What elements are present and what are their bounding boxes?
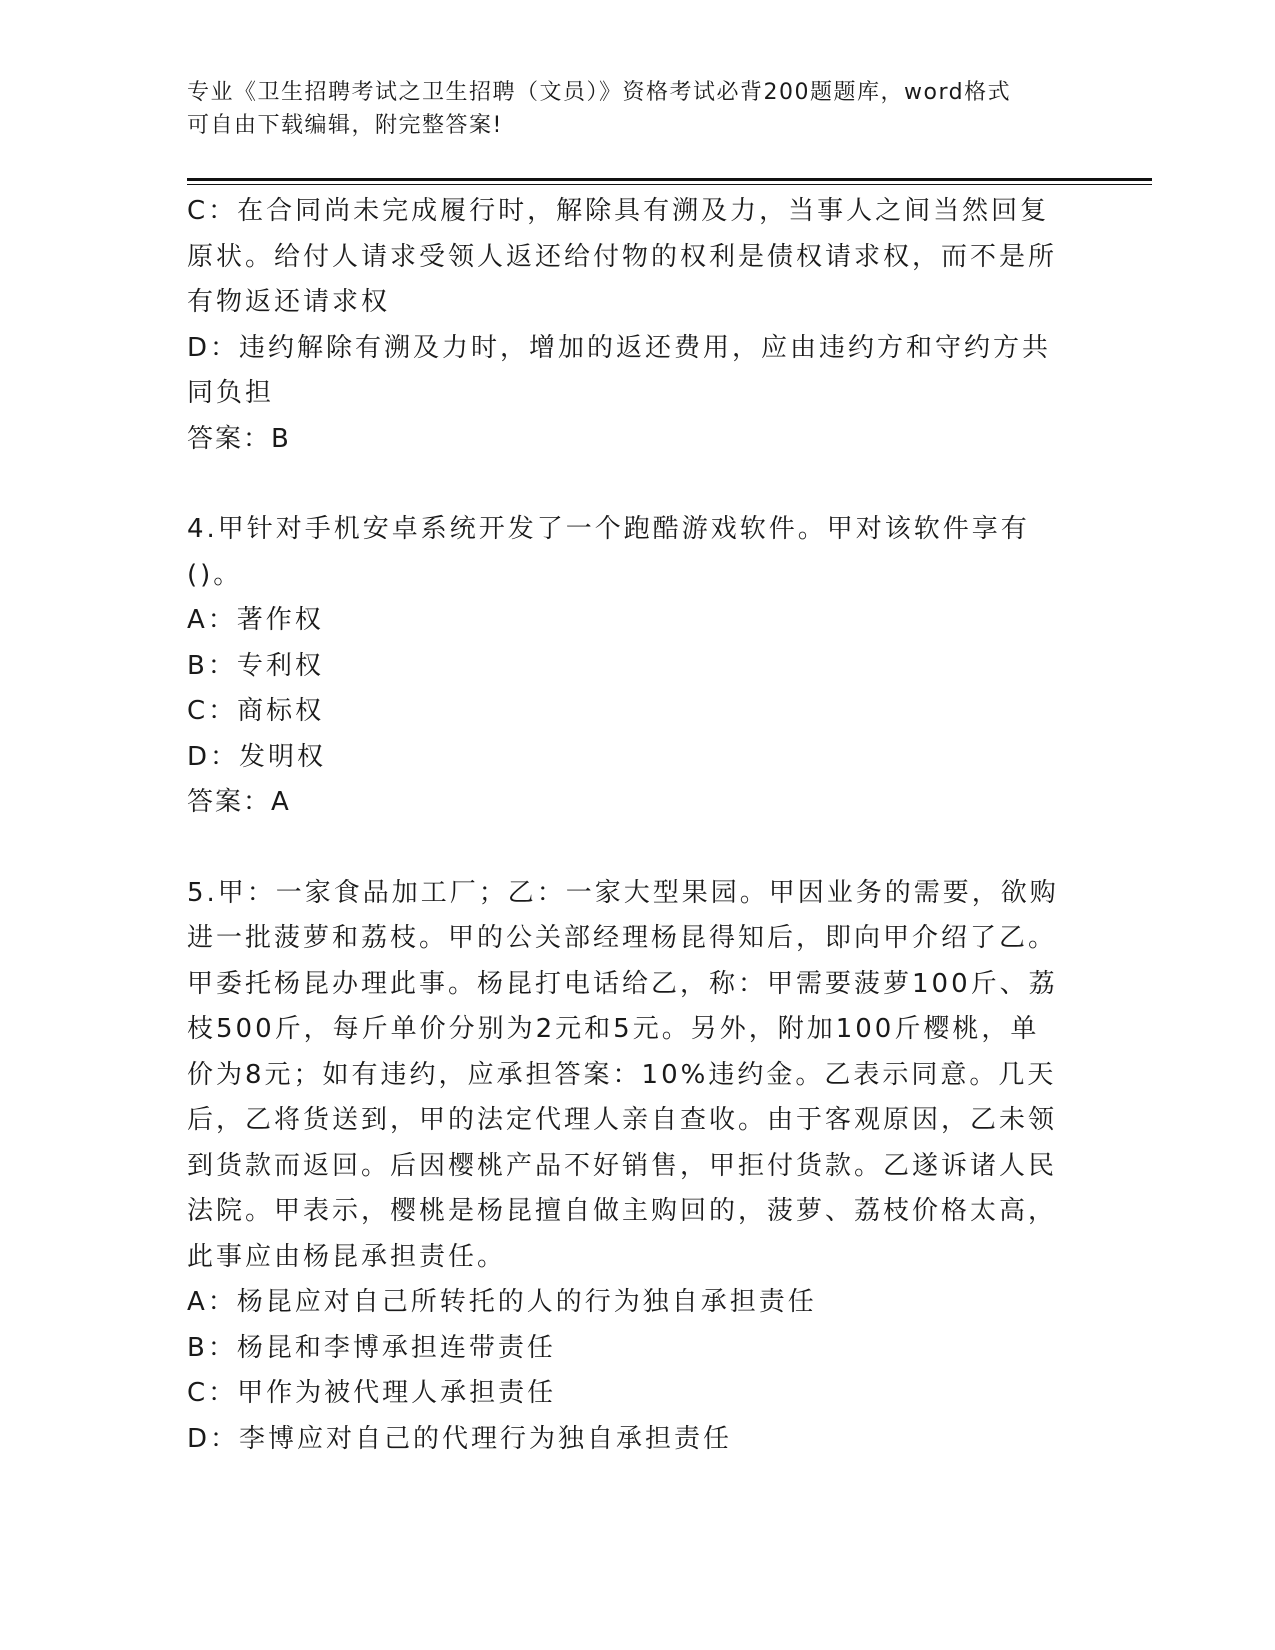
q5-option-c: C：甲作为被代理人承担责任 <box>187 1378 557 1408</box>
q3-option-c: C：在合同尚未完成履行时，解除具有溯及力，当事人之间当然回复原状。给付人请求受领人返还给付物的权利是债权请求权，而不是所有物返还请求权 <box>187 196 1058 317</box>
header-subtitle-line: 可自由下载编辑，附完整答案! <box>187 113 503 138</box>
q4-answer: 答案：A <box>187 787 291 817</box>
q5-option-d: D：李博应对自己的代理行为独自承担责任 <box>187 1423 733 1454</box>
question-5 <box>187 871 1067 1463</box>
document-header <box>187 76 1067 142</box>
q5-option-b: B：杨昆和李博承担连带责任 <box>187 1332 556 1363</box>
q4-option-b: B：专利权 <box>187 650 324 681</box>
q3-option-d: D：违约解除有溯及力时，增加的返还费用，应由违约方和守约方共同负担 <box>187 332 1052 408</box>
q4-option-c: C：商标权 <box>187 696 325 726</box>
question-4 <box>187 507 1067 826</box>
q5-stem: 5.甲：一家食品加工厂；乙：一家大型果园。甲因业务的需要，欲购进一批菠萝和荔枝。甲的公关部经理杨昆得知后，即向甲介绍了乙。甲委托杨昆办理此事。杨昆打电话给乙，称：甲需要菠萝100斤、荔枝500斤，每斤单价分别为2元和5元。另外，附加100斤樱桃，单价为8元；如有违约，应承担答案：10%违约金。乙表示同意。几天后，乙将货送到，甲的法定代理人亲自查收。由于客观原因，乙未领到货款而返回。后因樱桃产品不好销售，甲拒付货款。乙遂诉诸人民法院。甲表示，樱桃是杨昆擅自做主购回的，菠萝、荔枝价格太高，此事应由杨昆承担责任。 <box>187 877 1059 1272</box>
q4-stem: 4.甲针对手机安卓系统开发了一个跑酷游戏软件。甲对该软件享有()。 <box>187 514 1030 590</box>
q3-answer: 答案：B <box>187 423 291 454</box>
document-body <box>187 189 1067 1462</box>
question-3-tail <box>187 189 1067 462</box>
header-divider-thick <box>187 178 1152 181</box>
q4-option-d: D：发明权 <box>187 741 327 772</box>
q4-option-a: A：著作权 <box>187 605 324 635</box>
header-divider-thin <box>187 184 1152 185</box>
q5-option-a: A：杨昆应对自己所转托的人的行为独自承担责任 <box>187 1287 817 1317</box>
header-title-line: 专业《卫生招聘考试之卫生招聘（文员）》资格考试必背200题题库，word格式 <box>187 80 1012 105</box>
